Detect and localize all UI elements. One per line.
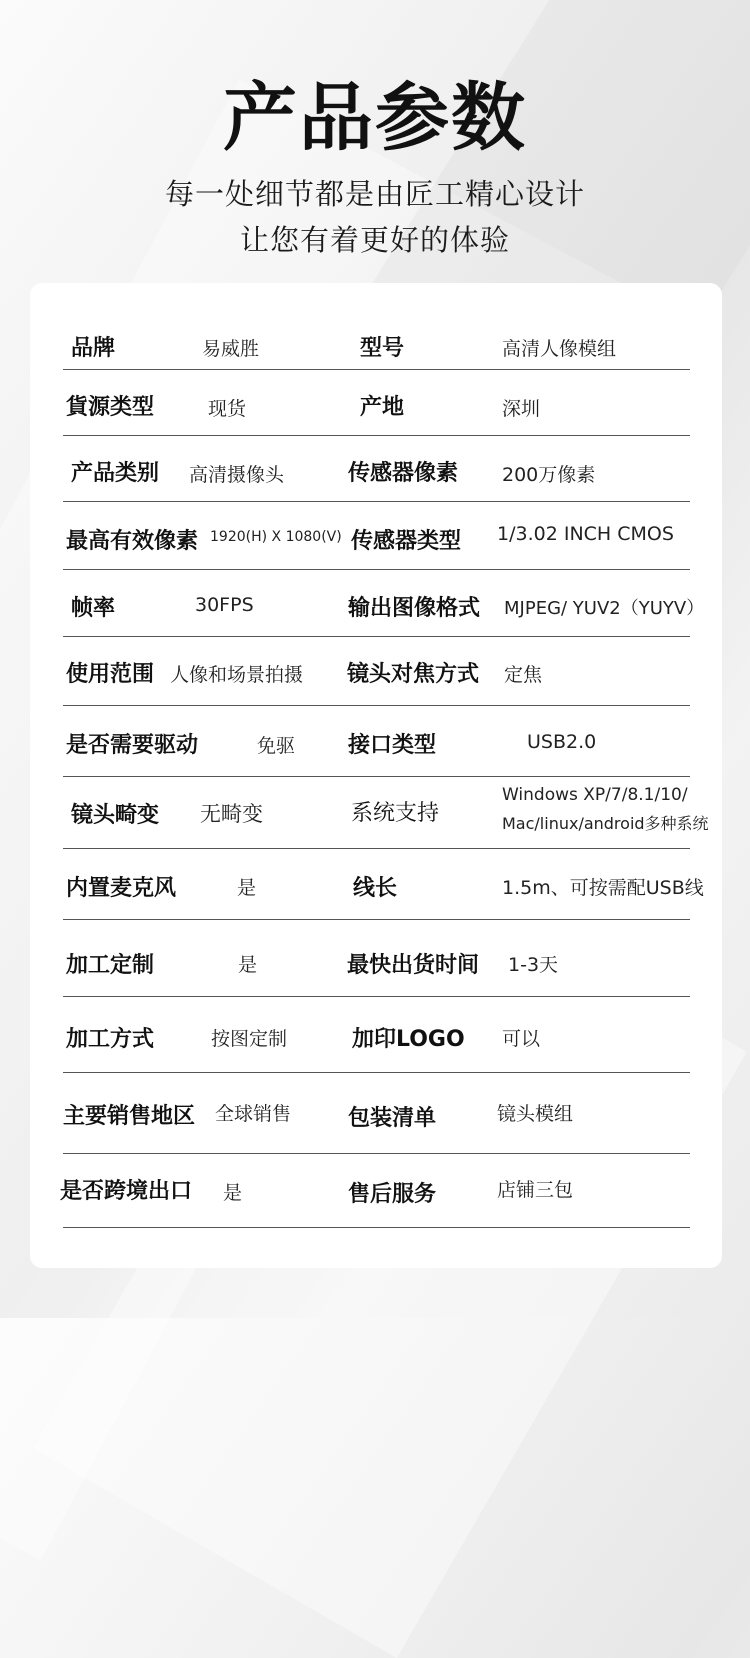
subtitle-line-1: 每一处细节都是由匠工精心设计	[164, 177, 585, 211]
spec-row-source-type	[63, 370, 690, 436]
spec-key: 产地	[360, 395, 405, 420]
spec-value: 1.5m、可按需配USB线	[502, 877, 704, 899]
spec-key: 接口类型	[348, 733, 437, 758]
spec-key: 最高有效像素	[66, 529, 199, 554]
spec-row-distortion	[63, 777, 709, 849]
spec-key: 镜头畸变	[71, 803, 160, 828]
spec-key: 是否需要驱动	[66, 733, 199, 758]
spec-value: 1/3.02 INCH CMOS	[497, 523, 674, 545]
spec-value: 1-3天	[508, 954, 559, 976]
spec-row-usage	[63, 637, 690, 706]
spec-key: 帧率	[71, 596, 116, 621]
spec-key: 是否跨境出口	[60, 1179, 193, 1204]
spec-value: USB2.0	[527, 731, 597, 753]
spec-value: 是	[223, 1182, 243, 1204]
spec-key: 使用范围	[66, 662, 155, 687]
spec-key: 加印LOGO	[352, 1027, 465, 1052]
spec-key: 加工方式	[66, 1027, 155, 1052]
spec-row-customization	[63, 920, 690, 997]
spec-key: 产品类别	[71, 461, 160, 486]
spec-key: 传感器类型	[351, 529, 462, 554]
spec-key: 输出图像格式	[348, 596, 481, 621]
spec-row-category	[63, 436, 690, 502]
spec-value: 人像和场景拍摄	[170, 664, 304, 686]
spec-value: 1920(H) X 1080(V)	[210, 529, 342, 545]
spec-value: 现货	[208, 398, 247, 420]
spec-value: 定焦	[504, 664, 543, 686]
spec-value: 店铺三包	[497, 1179, 574, 1201]
spec-key: 型号	[360, 336, 405, 361]
subtitle-line-2: 让您有着更好的体验	[239, 223, 510, 257]
spec-key: 系统支持	[351, 801, 440, 826]
spec-row-microphone	[63, 849, 704, 920]
spec-value: 200万像素	[502, 464, 596, 486]
spec-value: 免驱	[257, 735, 296, 757]
spec-key: 品牌	[71, 336, 116, 361]
spec-value: 无畸变	[200, 802, 263, 826]
spec-table-card	[30, 283, 722, 1268]
spec-row-driver	[63, 706, 690, 777]
spec-key: 售后服务	[348, 1182, 437, 1207]
spec-row-export	[60, 1154, 690, 1228]
spec-key: 传感器像素	[348, 461, 459, 486]
spec-value: 可以	[502, 1028, 541, 1050]
spec-value: Windows XP/7/8.1/10/	[502, 785, 688, 805]
spec-key: 最快出货时间	[347, 953, 480, 978]
spec-key: 主要销售地区	[63, 1104, 196, 1129]
spec-key: 貨源类型	[66, 395, 155, 420]
spec-row-processing	[63, 997, 690, 1073]
spec-value: 镜头模组	[497, 1103, 574, 1125]
spec-key: 包装清单	[348, 1106, 437, 1131]
spec-key: 镜头对焦方式	[347, 662, 480, 687]
spec-value: 30FPS	[195, 594, 254, 616]
spec-key: 线长	[353, 876, 398, 901]
spec-value: 全球销售	[215, 1103, 292, 1125]
spec-row-sales-region	[63, 1073, 690, 1154]
spec-value: 深圳	[502, 398, 541, 420]
spec-value: 是	[237, 877, 257, 899]
spec-value: Mac/linux/android多种系统	[502, 814, 709, 833]
spec-value: 按图定制	[211, 1028, 288, 1050]
page-title: 产品参数	[223, 75, 527, 161]
spec-value: 高清摄像头	[189, 464, 285, 486]
spec-value: 易威胜	[202, 338, 260, 360]
spec-key: 内置麦克风	[66, 876, 177, 901]
spec-value: 高清人像模组	[502, 338, 617, 360]
spec-key: 加工定制	[66, 953, 155, 978]
spec-row-resolution	[63, 502, 690, 570]
spec-row-frame-rate	[63, 570, 705, 637]
spec-value: MJPEG/ YUV2（YUYV）	[504, 598, 705, 619]
spec-row-brand	[63, 313, 690, 370]
spec-value: 是	[238, 954, 258, 976]
